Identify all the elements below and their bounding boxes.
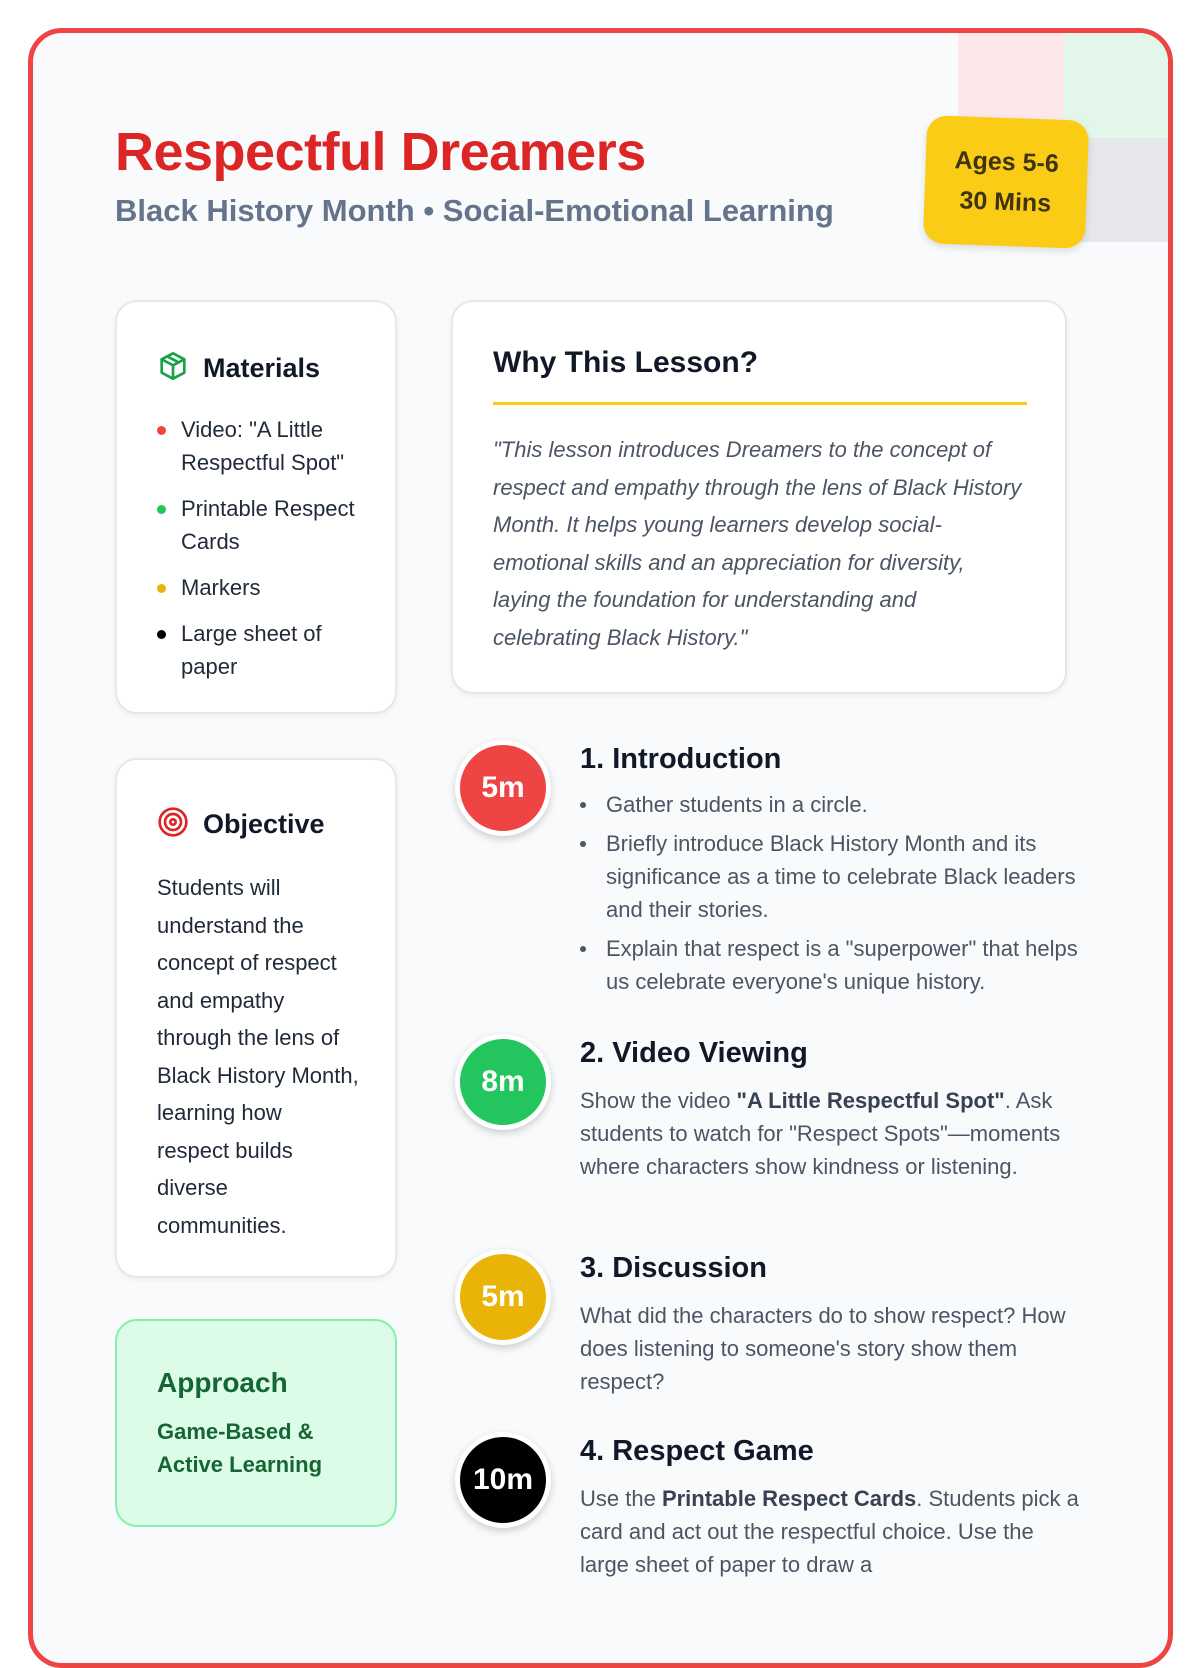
list-item	[157, 492, 357, 558]
list-item: Explain that respect is a "superpower" that helps us celebrate everyone's unique history.	[580, 932, 1080, 998]
step-time-badge: 5m	[455, 1249, 551, 1345]
objective-card	[115, 758, 397, 1278]
objective-heading: Objective	[203, 809, 325, 839]
bullet-dot	[157, 630, 166, 639]
list-item	[157, 571, 357, 604]
step-time-badge: 8m	[455, 1034, 551, 1130]
approach-text: Game-Based & Active Learning	[157, 1419, 323, 1477]
why-lesson-card	[451, 300, 1067, 694]
list-item: Gather students in a circle.	[580, 788, 1080, 821]
why-heading: Why This Lesson?	[493, 346, 759, 379]
target-icon	[157, 806, 189, 843]
step-body	[580, 1432, 1080, 1581]
step-body	[580, 740, 1080, 1004]
bullet-dot	[157, 426, 166, 435]
objective-text: Students will understand the concept of respect and empathy through the lens of Black History Month, learning how respect builds diverse communities.	[157, 875, 359, 1238]
step-text: Use the Printable Respect Cards. Students pick a card and act out the respectful choice. Use the large sheet of paper to draw a	[580, 1486, 1079, 1577]
list-item	[157, 413, 357, 479]
step-title: 3. Discussion	[580, 1252, 767, 1284]
step-text: Show the video "A Little Respectful Spot". Ask students to watch for "Respect Spots"—moments where characters show kindness or listening.	[580, 1088, 1061, 1179]
age-duration-badge	[923, 115, 1089, 249]
lesson-plan-frame	[28, 28, 1173, 1668]
step-title: 4. Respect Game	[580, 1435, 814, 1467]
decorative-block-green	[1064, 33, 1173, 138]
cards-name: Printable Respect Cards	[661, 1486, 917, 1511]
step-body	[580, 1034, 1080, 1183]
material-text: Markers	[181, 575, 261, 600]
bullet-dot	[157, 584, 166, 593]
heading-underline	[493, 402, 1027, 405]
material-text: Video: "A Little Respectful Spot"	[181, 417, 345, 475]
page-subtitle: Black History Month • Social-Emotional Learning	[115, 193, 834, 228]
approach-heading: Approach	[157, 1367, 288, 1398]
lesson-duration: 30 Mins	[958, 186, 1052, 218]
objective-header	[157, 806, 359, 843]
age-range: Ages 5-6	[954, 146, 1060, 178]
material-text: Printable Respect Cards	[181, 496, 355, 554]
package-icon	[157, 350, 189, 387]
why-quote: "This lesson introduces Dreamers to the concept of respect and empathy through the lens of Black History Month. It helps young learners develop social-emotional skills and an appreciation for diversity, laying the foundation for understanding and celebrating Black History."	[493, 437, 1022, 650]
video-title: "A Little Respectful Spot"	[736, 1088, 1005, 1113]
materials-card	[115, 300, 397, 714]
page-title: Respectful Dreamers	[115, 122, 646, 182]
materials-heading: Materials	[203, 353, 321, 383]
step-text: What did the characters do to show respect? How does listening to someone's story show them respect?	[580, 1303, 1066, 1394]
list-item	[157, 617, 357, 683]
material-text: Large sheet of paper	[181, 621, 322, 679]
step-time-badge: 5m	[455, 740, 551, 836]
step-bullet-list	[580, 788, 1080, 998]
approach-card	[115, 1319, 397, 1527]
materials-list	[157, 413, 357, 683]
step-title: 1. Introduction	[580, 743, 782, 775]
step-body	[580, 1249, 1080, 1398]
list-item: Briefly introduce Black History Month and its significance as a time to celebrate Black leaders and their stories.	[580, 827, 1080, 926]
bullet-dot	[157, 505, 166, 514]
step-title: 2. Video Viewing	[580, 1037, 808, 1069]
materials-header	[157, 350, 357, 387]
step-time-badge: 10m	[455, 1432, 551, 1528]
